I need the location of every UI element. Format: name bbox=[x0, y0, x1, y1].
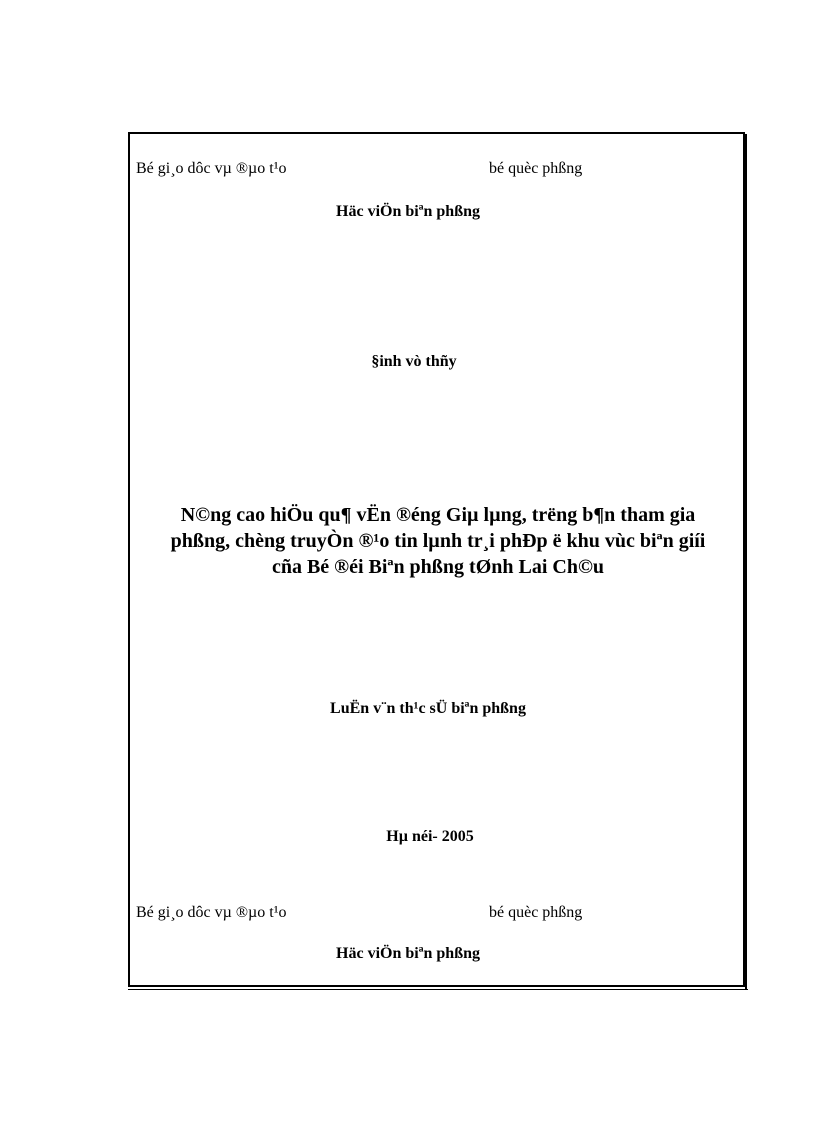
ministry-education-label: Bé gi¸o dôc vµ ®µo t¹o bbox=[136, 160, 287, 177]
thesis-title-line-1: N©ng cao hiÖu qu¶ vËn ®éng Giµ lµng, trëng b¶n tham gia bbox=[180, 504, 696, 526]
institute-name: Häc viÖn biªn phßng bbox=[336, 203, 480, 220]
ministry-defense-label: bé quèc phßng bbox=[489, 160, 583, 177]
ministry-defense-label-repeat: bé quèc phßng bbox=[489, 904, 583, 921]
degree-label: LuËn v¨n th¹c sÜ biªn phßng bbox=[330, 700, 526, 717]
page-border-underline bbox=[128, 989, 748, 990]
thesis-title-line-2: phßng, chèng truyÒn ®¹o tin lµnh tr¸i phÐp ë khu vùc biªn giíi bbox=[170, 530, 706, 552]
place-year: Hµ néi- 2005 bbox=[386, 828, 474, 845]
ministry-education-label-repeat: Bé gi¸o dôc vµ ®µo t¹o bbox=[136, 904, 287, 921]
author-name: §inh vò thñy bbox=[371, 353, 457, 370]
thesis-title-line-3: cña Bé ®éi Biªn phßng tØnh Lai Ch©u bbox=[271, 556, 605, 578]
institute-name-repeat: Häc viÖn biªn phßng bbox=[336, 945, 480, 962]
